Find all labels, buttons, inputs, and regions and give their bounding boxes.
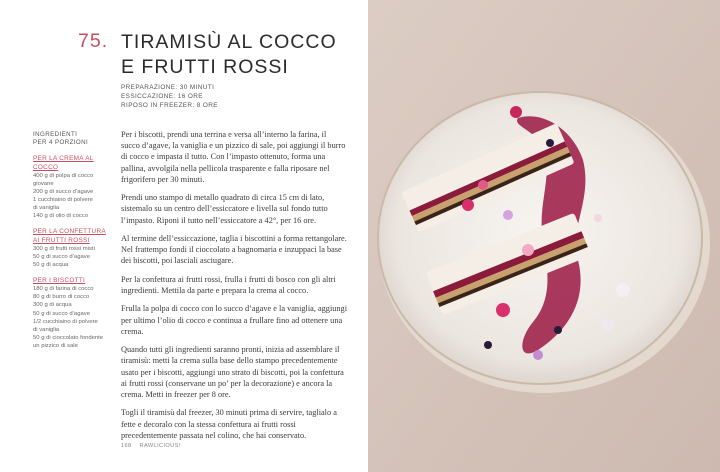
method-paragraph: Quando tutti gli ingredienti saranno pronti, inizia ad assemblare il tiramisù: metti la crema sulla base dello stampo precedentemente usato per i biscotti, aggiungi uno strato di biscotti, poi la confettura ai frutti rossi (conservane un po’ per la decorazione) e ancora la crema. Metti in freezer per 8 ore. (121, 345, 344, 399)
dessert-photo (368, 0, 720, 472)
ingredient-item: 140 g di olio di cocco (33, 213, 89, 220)
flower (503, 210, 513, 220)
blueberry (484, 341, 492, 349)
ingredient-item: 400 g di polpa di cocco giovane (33, 172, 94, 187)
method-paragraph: Per i biscotti, prendi una terrina e versa all’interno la farina, il succo d’agave, la vaniglia e un pizzico di sale, poi aggiungi il burro di cocco e impasta il tutto. Con l’impasto ottenuto, forma una pallina, avvolgila nella pellicola trasparente e falla riposare nel frigorifero per 30 minuti. (121, 130, 346, 184)
ingredient-section-coconut-cream (33, 155, 115, 220)
method-paragraph: Per la confettura ai frutti rossi, frulla i frutti di bosco con gli altri ingredienti. Mettila da parte e prepara la crema al cocco. (121, 274, 336, 295)
ingredient-item: 300 g di acqua (33, 302, 72, 309)
raspberry (462, 199, 474, 211)
petal (616, 283, 630, 297)
ingredient-item: di vaniglia (33, 326, 60, 333)
ingredient-item: 50 g di cioccolato fondente (33, 334, 104, 341)
ingredient-item: un pizzico di sale (33, 342, 78, 349)
blueberry (546, 139, 554, 147)
recipe-times (121, 83, 218, 111)
ingredient-section-berry-jam (33, 228, 115, 269)
section-title: PER I BISCOTTI (33, 277, 86, 285)
flower (533, 350, 543, 360)
page-number: 168 (121, 443, 132, 449)
ingredients-heading (33, 131, 115, 147)
freezer-time: RIPOSO IN FREEZER: 8 ORE (121, 102, 218, 110)
method-paragraph: Prendi uno stampo di metallo quadrato di circa 15 cm di lato, sistemalo su un centro dell’essiccatore e livella sul fondo tutto l’impasto. Riponi il tutto nell’essiccatore a 42°, per 16 ore. (121, 193, 328, 225)
page-footer (121, 443, 187, 449)
ingredients-heading-line: INGREDIENTI (33, 131, 78, 138)
method-paragraph: Togli il tiramisù dal freezer, 30 minuti prima di servire, taglialo a fette e decoralo con la stessa confettura ai frutti rossi precedentemente passata nel colino, che hai conservato. (121, 408, 337, 440)
ingredient-item: 300 g di frutti rossi misti (33, 245, 95, 252)
ingredient-section-biscuits (33, 277, 115, 350)
petal (594, 214, 602, 222)
dessert-illustration (368, 0, 720, 472)
drying-time: ESSICCAZIONE: 16 ORE (121, 93, 203, 101)
recipe-title (121, 30, 337, 80)
ingredient-item: 50 g di succo d’agave (33, 253, 90, 260)
method-paragraph: Al termine dell’essiccazione, taglia i biscottini a forma rettangolare. Nel frattempo fondi il cioccolato a bagnomaria e inzuppaci la base dei biscotti, poi lasciali asciugare. (121, 234, 347, 266)
section-title: PER LA CREMA AL COCCO (33, 155, 94, 171)
method-paragraph: Frulla la polpa di cocco con lo succo d’agave e la vaniglia, aggiungi per ultimo l’olio di cocco e continua a frullare fino ad ottenere una crema. (121, 304, 348, 336)
section-title: AI FRUTTI ROSSI (33, 236, 90, 244)
book-title: RAWLICIOUS! (139, 443, 181, 449)
raspberry (496, 303, 510, 317)
ingredient-item: di vaniglia (33, 205, 60, 212)
recipe-title-line: E FRUTTI ROSSI (121, 56, 289, 78)
method-text (121, 129, 347, 448)
section-title: PER LA CONFETTURA (33, 228, 106, 236)
recipe-title-line: TIRAMISÙ AL COCCO (121, 31, 337, 53)
blueberry (554, 326, 562, 334)
ingredients-column (33, 131, 115, 350)
ingredient-item: 80 g di burro di cocco (33, 294, 90, 301)
ingredient-item: 1 cucchiaino di polvere (33, 197, 93, 204)
ingredient-item: 50 g di succo d’agave (33, 310, 90, 317)
ingredient-item: 1/2 cucchiaino di polvere (33, 318, 98, 325)
ingredient-item: 200 g di succo d’agave (33, 189, 94, 195)
ingredient-item: 180 g di farina di cocco (33, 286, 94, 293)
ingredient-item: 50 g di acqua (33, 261, 69, 268)
currant (522, 244, 534, 256)
recipe-number: 75. (78, 30, 109, 52)
servings-line: PER 4 PORZIONI (33, 139, 89, 147)
raspberry (478, 180, 488, 190)
prep-time: PREPARAZIONE: 30 MINUTI (121, 84, 215, 91)
raspberry (510, 106, 522, 118)
petal (602, 319, 614, 331)
